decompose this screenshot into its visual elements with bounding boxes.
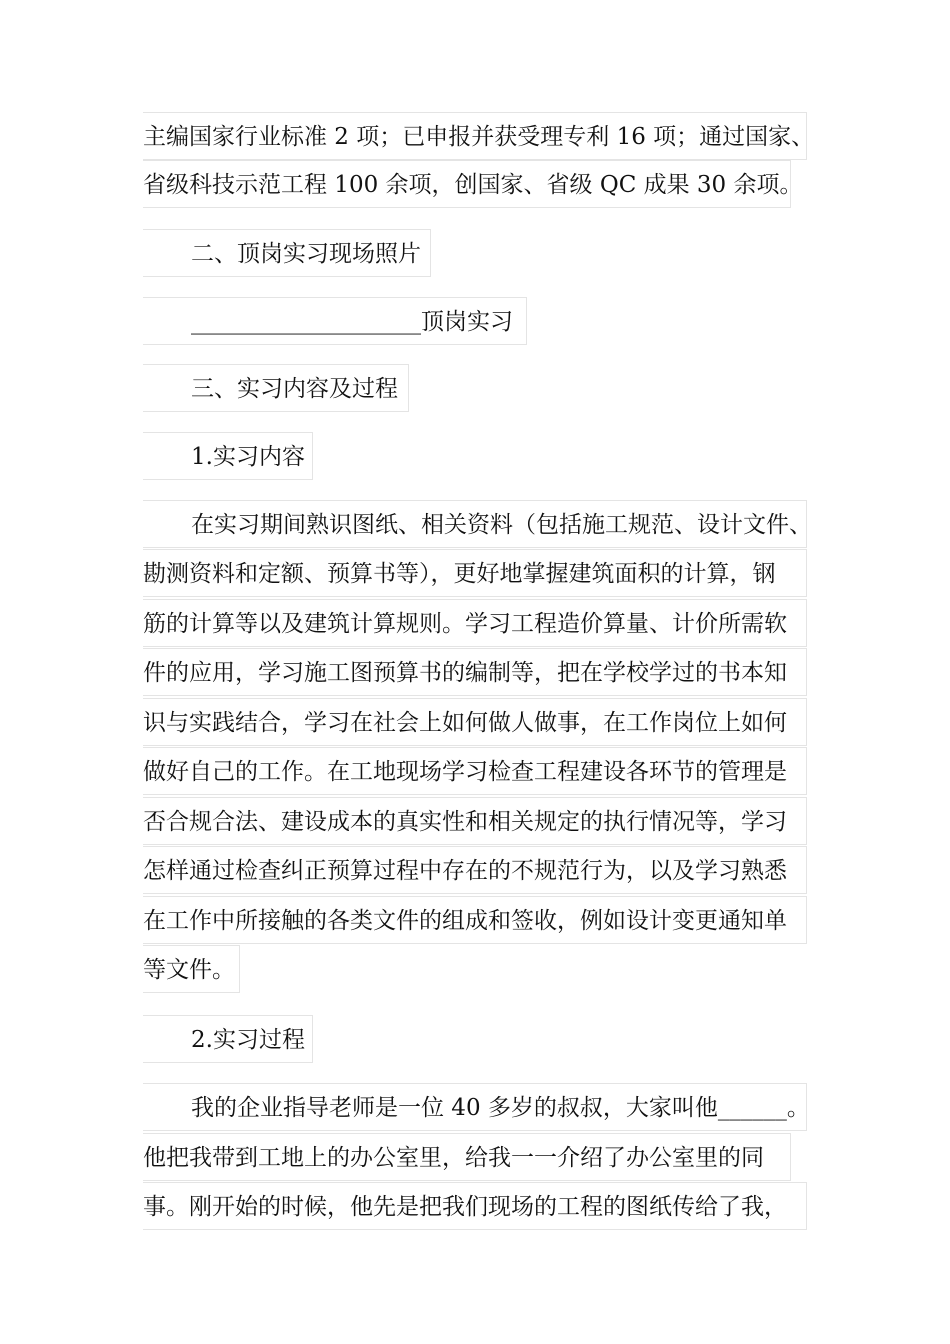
paragraph-line: 省级科技示范工程 100 余项，创国家、省级 QC 成果 30 余项。 (143, 160, 791, 208)
paragraph-line: 怎样通过检查纠正预算过程中存在的不规范行为，以及学习熟悉 (143, 846, 807, 894)
paragraph-line: 件的应用，学习施工图预算书的编制等，把在学校学过的书本知 (143, 648, 807, 696)
paragraph-line: 主编国家行业标准 2 项；已申报并获受理专利 16 项；通过国家、 (143, 112, 807, 160)
section-heading-photos: 二、顶岗实习现场照片 (143, 229, 431, 277)
paragraph-line: 我的企业指导老师是一位 40 多岁的叔叔，大家叫他______。 (143, 1083, 807, 1131)
paragraph-line: 勘测资料和定额、预算书等），更好地掌握建筑面积的计算，钢 (143, 549, 807, 597)
section-heading-content-process: 三、实习内容及过程 (143, 364, 409, 412)
paragraph-line: 识与实践结合，学习在社会上如何做人做事，在工作岗位上如何 (143, 698, 807, 746)
subheading-internship-content: 1.实习内容 (143, 432, 313, 480)
subheading-internship-process: 2.实习过程 (143, 1015, 313, 1063)
paragraph-line: 筋的计算等以及建筑计算规则。学习工程造价算量、计价所需软 (143, 599, 807, 647)
paragraph-line: 等文件。 (143, 945, 240, 993)
paragraph-line: 在工作中所接触的各类文件的组成和签收，例如设计变更通知单 (143, 896, 807, 944)
photo-caption: ____________________顶岗实习 (143, 297, 527, 345)
paragraph-line: 在实习期间熟识图纸、相关资料（包括施工规范、设计文件、 (143, 500, 807, 548)
paragraph-line: 事。刚开始的时候，他先是把我们现场的工程的图纸传给了我， (143, 1182, 807, 1230)
paragraph-line: 做好自己的工作。在工地现场学习检查工程建设各环节的管理是 (143, 747, 807, 795)
paragraph-line: 否合规合法、建设成本的真实性和相关规定的执行情况等，学习 (143, 797, 807, 845)
paragraph-line: 他把我带到工地上的办公室里，给我一一介绍了办公室里的同 (143, 1133, 791, 1181)
